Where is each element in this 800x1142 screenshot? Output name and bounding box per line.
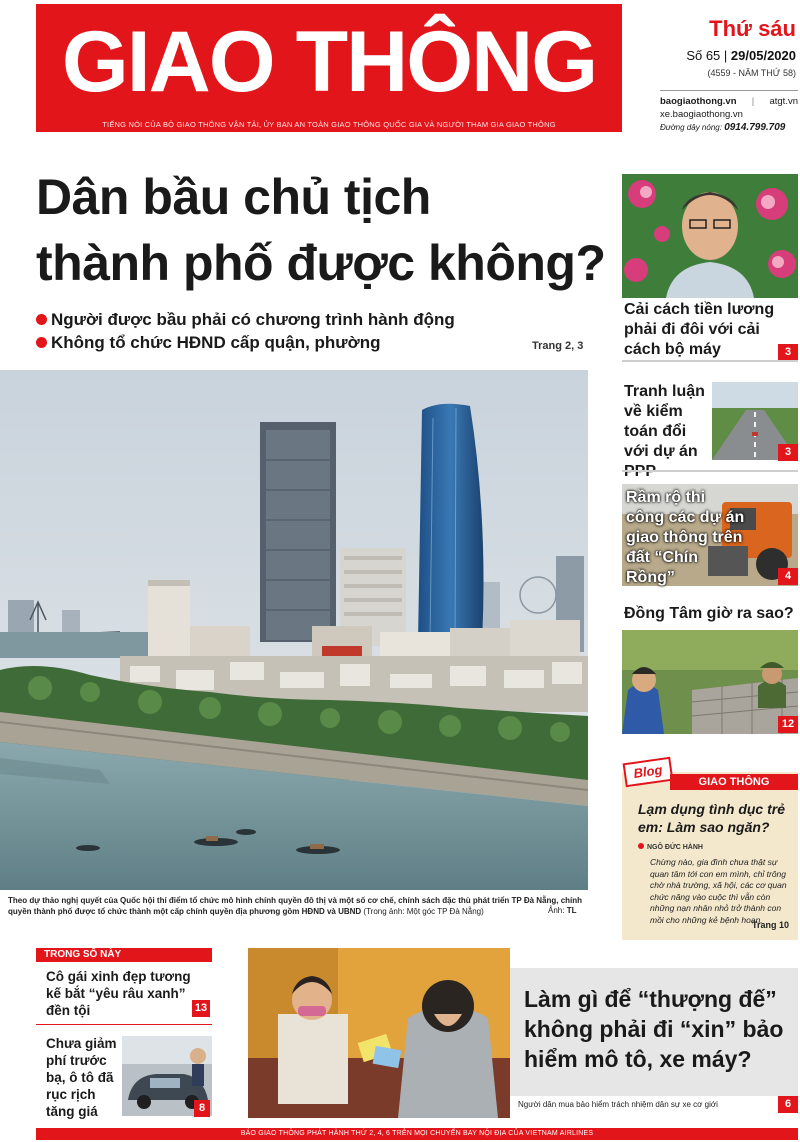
blog-body: Chừng nào, gia đình chưa thật sự quan tâm tới con em mình, chỉ trông chờ nhà trường, xã hội, các cơ quan chức năng vào cuộc thì vẫn còn những nạn nhân nhỏ trở thành con mồi cho những kẻ bệnh hoạn.	[650, 857, 787, 925]
issue-separator: |	[723, 48, 731, 63]
photo-credit-name: TL	[566, 906, 577, 915]
divider	[622, 360, 798, 362]
sidebar-page-badge: 3	[778, 444, 798, 461]
lead-page-ref: Trang 2, 3	[532, 340, 584, 352]
issue-number: Số 65	[686, 48, 721, 63]
hero-caption	[8, 895, 588, 917]
newspaper-logo: GIAO THÔNG	[61, 14, 597, 110]
inside-page-badge: 8	[194, 1100, 210, 1117]
hero-caption-bold: Theo dự thảo nghị quyết của Quốc hội thí điểm tổ chức mô hình chính quyền đô thị và một số cơ chế, chính sách đặc thù phát triển TP Đà Nẵng, chính quyền thành phố được tổ chức thành một cấp chính quyền địa phương gồm HĐND và UBND	[8, 896, 583, 916]
issue-date: 29/05/2020	[730, 48, 796, 63]
insurance-photo[interactable]	[248, 948, 510, 1118]
inside-page-badge: 13	[192, 1000, 210, 1017]
insurance-purchase-image	[248, 948, 510, 1118]
portrait-image	[622, 174, 798, 298]
blog-tag: Blog	[623, 757, 674, 787]
bullet-dot-icon	[36, 337, 47, 348]
sidebar-photo-dong-tam[interactable]	[622, 630, 798, 734]
site-secondary-link[interactable]: atgt.vn	[769, 96, 798, 107]
hotline	[660, 121, 798, 134]
divider	[36, 1024, 212, 1025]
blog-author-name: NGÔ ĐỨC HÀNH	[647, 844, 703, 851]
photo-credit	[548, 906, 576, 915]
insurance-photo-caption: Người dân mua bảo hiểm trách nhiệm dân sự xe cơ giới	[518, 1100, 718, 1109]
issue-day: Thứ sáu	[709, 16, 796, 41]
site-row	[660, 95, 798, 108]
author-dot-icon	[638, 843, 644, 849]
masthead-tagline: TIẾNG NÓI CỦA BỘ GIAO THÔNG VẬN TẢI, ỦY BAN AN TOÀN GIAO THÔNG QUỐC GIA VÀ NGƯỜI THAM GIA GIAO THÔNG	[102, 120, 556, 129]
lead-headline-line-1: Dân bầu chủ tịch	[36, 169, 431, 225]
lead-headline-line-2: thành phố được không?	[36, 235, 606, 291]
sidebar-item-title[interactable]: Đồng Tâm giờ ra sao?	[624, 605, 794, 622]
sidebar-page-badge: 3	[778, 344, 798, 361]
city-skyline-image	[0, 370, 588, 890]
sidebar-item-title[interactable]: Tranh luận về kiểm toán đổi với dự án	[624, 383, 705, 460]
bottom-headline[interactable]: Làm gì để “thượng đế” không phải đi “xin” bảo hiểm mô tô, xe máy?	[524, 986, 784, 1072]
hotline-number: 0914.799.709	[724, 122, 786, 133]
site-tertiary-link[interactable]: xe.baogiaothong.vn	[660, 109, 743, 120]
lead-headline[interactable]	[36, 164, 626, 296]
blog-title[interactable]: Lạm dụng tình dục trẻ em: Làm sao ngăn?	[638, 801, 785, 835]
sidebar-item-title[interactable]: Rầm rộ thi công các dự án giao thông trên đất “Chín Rồng”	[626, 489, 745, 586]
issue-line	[686, 48, 796, 63]
inside-item-title[interactable]: Chưa giảm phí trước bạ, ô tô đã rục rịch tăng giá	[46, 1036, 117, 1119]
bottom-page-badge: 6	[778, 1096, 798, 1113]
sidebar-page-badge: 12	[778, 716, 798, 733]
lead-bullet-text: Không tổ chức HĐND cấp quận, phường	[51, 333, 381, 352]
sidebar-item-title[interactable]: Cải cách tiền lương phải đi đôi với cải cách bộ máy	[624, 301, 775, 358]
divider	[622, 470, 798, 472]
footer-bar: BÁO GIAO THÔNG PHÁT HÀNH THỨ 2, 4, 6 TRÊN MỌI CHUYẾN BAY NỘI ĐỊA CỦA VIETNAM AIRLINES	[36, 1128, 798, 1140]
bullet-dot-icon	[36, 314, 47, 325]
blog-author	[638, 843, 703, 851]
site-primary-link[interactable]: baogiaothong.vn	[660, 96, 737, 107]
lead-bullet	[36, 310, 455, 330]
lead-bullet	[36, 333, 380, 353]
blog-page-ref: Trang 10	[752, 920, 790, 930]
issue-volume: (4559 - NĂM THỨ 58)	[707, 68, 796, 78]
hero-caption-note: (Trong ảnh: Một góc TP Đà Nẵng)	[361, 907, 484, 916]
soldiers-image	[622, 630, 798, 734]
contact-info	[660, 90, 798, 134]
hero-photo[interactable]	[0, 370, 588, 890]
inside-item-title[interactable]: Cô gái xinh đẹp tương kế bắt “yêu râu xanh” đền tội	[46, 969, 191, 1018]
lead-bullet-text: Người được bầu phải có chương trình hành động	[51, 310, 455, 329]
sidebar-photo-portrait[interactable]	[622, 174, 798, 298]
site-separator: |	[751, 96, 755, 107]
photo-credit-label: Ảnh:	[548, 906, 565, 915]
masthead	[36, 4, 622, 132]
hotline-label: Đường dây nóng:	[660, 123, 722, 132]
sidebar-page-badge: 4	[778, 568, 798, 585]
in-this-issue-header: TRONG SỐ NÀY	[36, 948, 212, 962]
blog-section-label: GIAO THÔNG	[670, 774, 798, 790]
